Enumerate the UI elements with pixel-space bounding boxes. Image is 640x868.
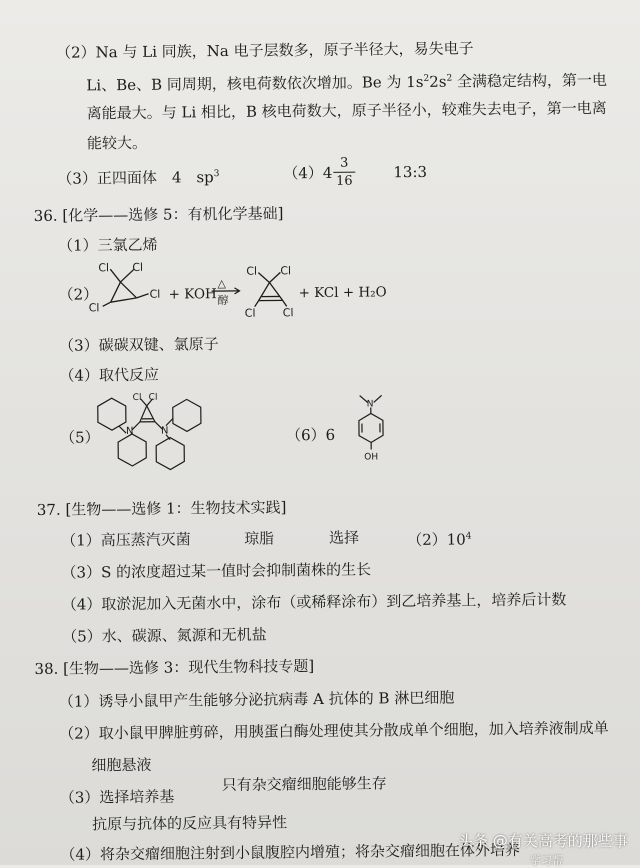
cl-label: Cl	[280, 264, 291, 277]
q38-p2-line2: 细胞悬液	[91, 755, 151, 776]
fraction-numerator: 3	[333, 156, 355, 171]
alcohol-condition: 醇	[218, 293, 229, 307]
watermark-text: 头条 @有关高考的那些事	[458, 830, 628, 851]
cl-label: Cl	[98, 261, 109, 274]
reagent-koh: + KOH	[168, 284, 216, 305]
q38-p3-b: 只有杂交瘤细胞能够生存	[222, 773, 387, 795]
cl-label: Cl	[132, 261, 143, 274]
fraction-denominator: 16	[333, 174, 355, 189]
q38-p1: （1）诱导小鼠甲产生能够分泌抗病毒 A 抗体的 B 淋巴细胞	[59, 688, 455, 712]
q37-p4: （4）取淤泥加入无菌水中，涂布（或稀释涂布）到乙培养基上，培养后计数	[62, 589, 567, 614]
q37-p1-c: 选择	[329, 528, 359, 548]
hydroxyl-label: OH	[364, 452, 378, 462]
q37-p1-b: 琼脂	[244, 528, 274, 548]
q35-p4-fraction	[333, 156, 355, 189]
q36-p6-label: （6）6	[286, 425, 335, 446]
cl-label: Cl	[246, 265, 257, 278]
product-5-structure	[86, 391, 217, 472]
q37-heading: 37. [生物——选修 1：生物技术实践]	[37, 497, 287, 520]
q37-p5: （5）水、碳源、氮源和无机盐	[62, 625, 267, 647]
q38-p4: （4）将杂交瘤细胞注射到小鼠腹腔内增殖；将杂交瘤细胞在体外培养	[60, 840, 520, 865]
q37-p3: （3）S 的浓度超过某一值时会抑制菌株的生长	[61, 559, 371, 582]
cl-label: Cl	[150, 288, 161, 301]
q35-p2-line3: 离能最大。与 Li 相比，B 核电荷数大，原子半径小，较难失去电子，第一电离	[87, 98, 607, 123]
q36-heading: 36. [化学——选修 5：有机化学基础]	[34, 203, 284, 226]
q37-p1-a: （1）高压蒸汽灭菌	[61, 529, 191, 550]
q38-p3-line2: 抗原与抗体的反应具有特异性	[92, 812, 287, 834]
q37-p2: $(2)10^4$	[407, 526, 472, 550]
heat-condition: △	[217, 277, 226, 290]
cl-label: Cl	[245, 307, 256, 320]
q35-p3: （3）正四面体 4 $sp^3$	[57, 164, 219, 189]
q38-p3-a: （3）选择培养基	[60, 787, 175, 808]
cl-label: Cl	[283, 306, 294, 319]
q35-p2-line2: Li、Be、B 同周期，核电荷数依次增加。Be 为 $1s^22s^2$ 全满稳定结构，第一电	[86, 67, 607, 95]
cl-label: Cl	[133, 393, 142, 403]
q35-p2-line4: 能较大。	[87, 133, 147, 154]
q36-p4: （4）取代反应	[59, 365, 159, 386]
q36-p1: （1）三氯乙烯	[58, 235, 158, 256]
q38-p2-line1: （2）取小鼠甲脾脏剪碎，用胰蛋白酶处理使其分散成单个细胞，加入培养液制成单	[59, 718, 609, 744]
nitrogen-label: N	[161, 426, 169, 437]
q36-p2-label: （2）	[58, 284, 98, 304]
watermark-sub: 学习帮	[530, 852, 563, 868]
q35-p2-line1: （2）Na 与 Li 同族，Na 电子层数多，原子半径大，易失电子	[56, 38, 474, 62]
q35-p4-ratio: 13:3	[393, 162, 427, 182]
nitrogen-label: N	[367, 399, 374, 409]
reactant-structure	[88, 259, 179, 320]
cl-label: Cl	[89, 301, 100, 314]
q38-heading: 38. [生物——选修 3：现代生物科技专题]	[34, 656, 314, 679]
q36-p3: （3）碳碳双键、氯原子	[59, 334, 219, 356]
products: + KCl + H₂O	[298, 282, 386, 303]
nitrogen-label: N	[126, 426, 134, 437]
cl-label: Cl	[149, 393, 158, 403]
reaction-arrow	[210, 277, 242, 307]
q36-p5-label: （5）	[60, 427, 100, 447]
product-6-structure	[350, 389, 401, 470]
q35-p4-label: （4）4	[283, 163, 332, 184]
